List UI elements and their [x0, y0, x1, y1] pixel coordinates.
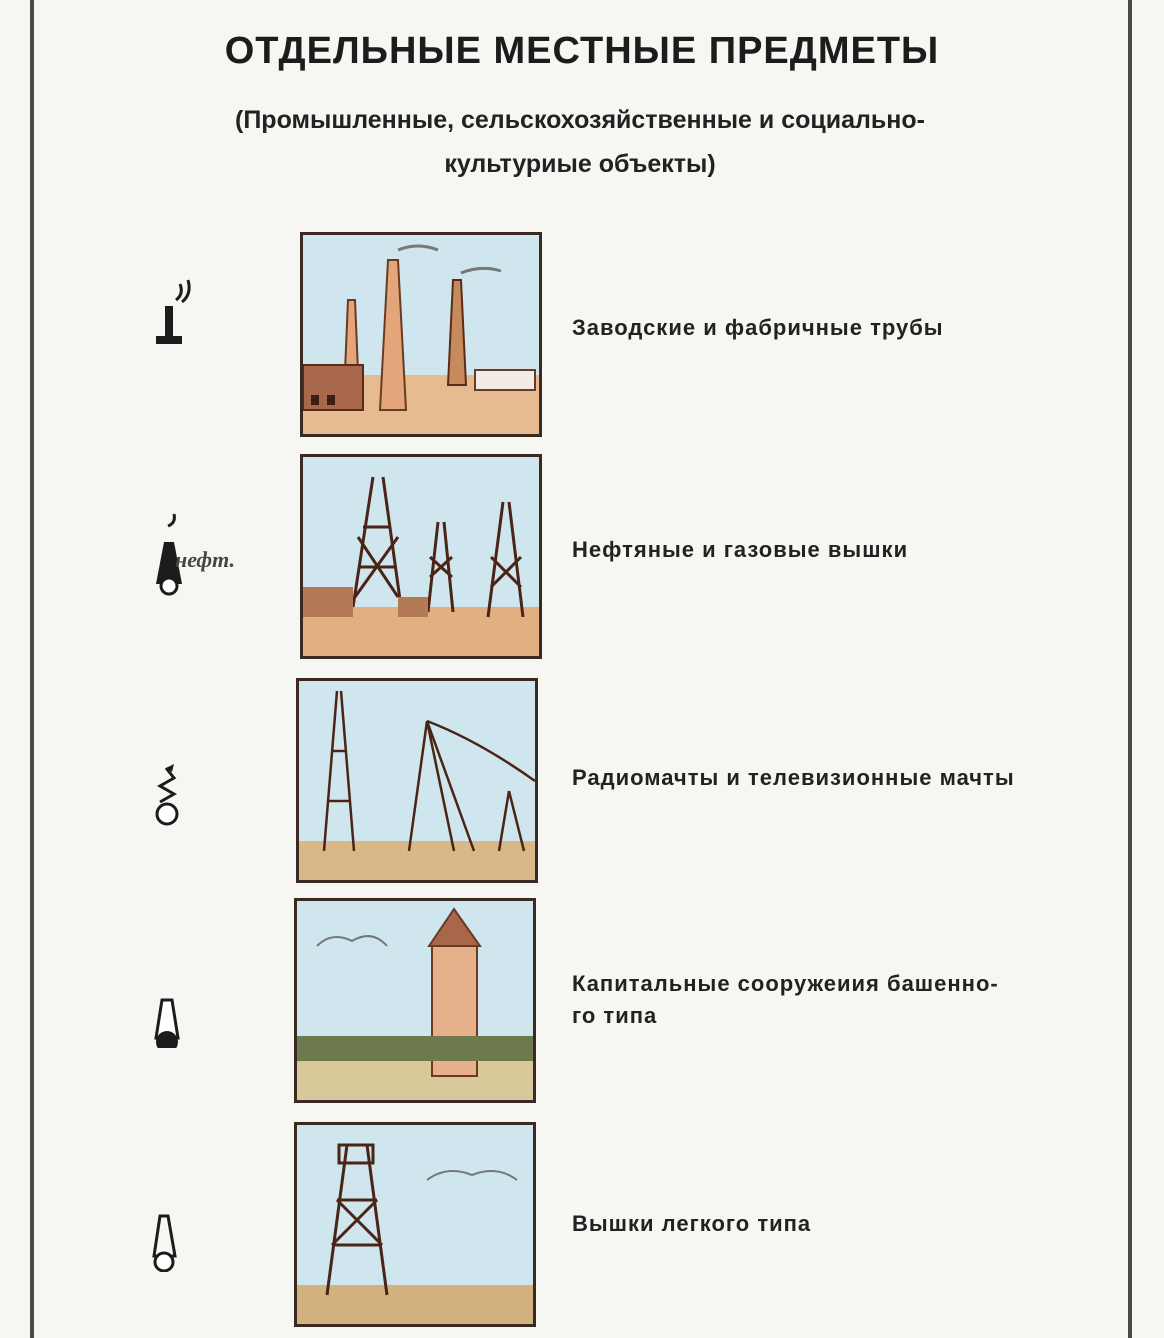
oil-derricks-illustration	[300, 454, 542, 659]
radio-masts-label	[572, 762, 1102, 794]
subtitle-line-1: (Промышленные, сельскохозяйственные и социально-	[235, 106, 925, 134]
tower-structure-label	[572, 968, 1102, 1032]
legend-row-tower-structures	[0, 898, 1164, 1108]
light-towers-illustration	[294, 1122, 536, 1327]
oil-symbol-caption: нефт.	[175, 547, 236, 572]
legend-row-radio-masts	[0, 678, 1164, 888]
label-line: Нефтяные и газовые вышки	[572, 537, 909, 562]
radio-mast-symbol-icon	[140, 718, 270, 828]
page-subtitle	[100, 98, 1060, 186]
radio-masts-illustration	[296, 678, 538, 883]
factory-chimneys-illustration	[300, 232, 542, 437]
label-line: Капитальные сооружеиия башенно-	[572, 971, 999, 996]
light-towers-label	[572, 1208, 1102, 1240]
label-line: Заводские и фабричные трубы	[572, 315, 944, 340]
subtitle-line-2: культуриые объекты)	[444, 150, 716, 178]
tower-structure-illustration	[294, 898, 536, 1103]
label-line: го типа	[572, 1003, 658, 1028]
label-line: Вышки легкого типа	[572, 1211, 812, 1236]
factory-chimneys-label	[572, 312, 1102, 344]
factory-chimney-symbol-icon	[140, 272, 270, 382]
light-tower-symbol-icon	[140, 1162, 270, 1272]
oil-derricks-label	[572, 534, 1102, 566]
page-title: ОТДЕЛЬНЫЕ МЕСТНЫЕ ПРЕДМЕТЫ	[224, 30, 940, 72]
legend-row-factory-chimneys	[0, 232, 1164, 442]
legend-row-light-towers	[0, 1122, 1164, 1332]
label-line: Радиомачты и телевизионные мачты	[572, 765, 1015, 790]
tower-structure-symbol-icon	[140, 938, 270, 1048]
